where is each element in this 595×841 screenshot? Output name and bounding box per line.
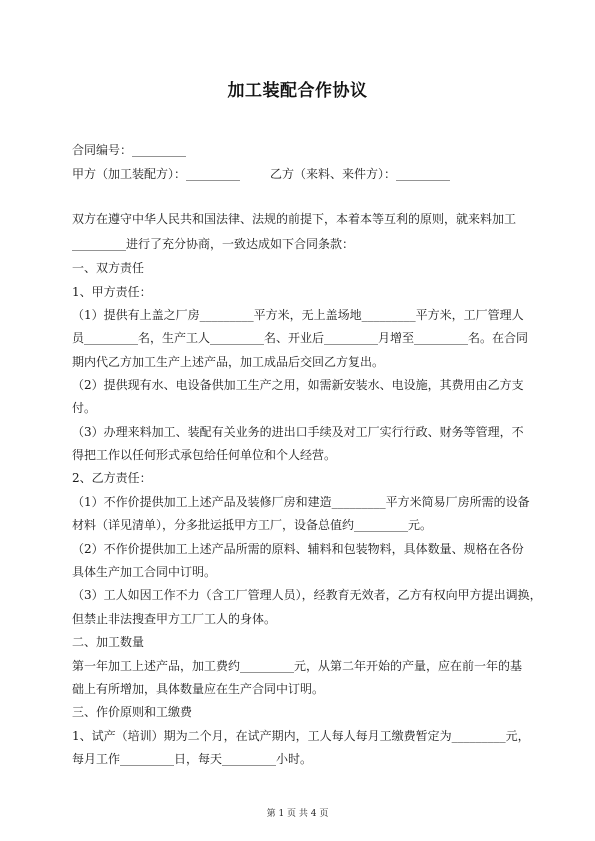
section-heading: 二、加工数量 [72, 635, 145, 649]
section-heading: 三、作价原则和工缴费 [72, 705, 193, 719]
body-paragraph-line: 得把工作以任何形式承包给任何单位和个人经营。 [72, 448, 337, 462]
body-paragraph-line: （3）工人如因工作不力（含工厂管理人员），经教育无效者，乙方有权向甲方提出调换， [72, 588, 542, 602]
page-number-footer: 第 1 页 共 4 页 [266, 809, 329, 819]
body-paragraph-line: 双方在遵守中华人民共和国法律、法规的前提下，本着本等互利的原则，就来料加工 [72, 212, 517, 226]
party-b-line: 乙方（来料、来件方）：_________ [270, 167, 451, 181]
body-paragraph-line: （3）办理来料加工、装配有关业务的进出口手续及对工厂实行行政、财务等管理，不 [72, 425, 524, 439]
body-paragraph-line: 付。 [72, 401, 97, 415]
contract-number-line: 合同编号：_________ [72, 143, 187, 157]
body-paragraph-line: 材料（详见清单），分多批运抵甲方工厂，设备总值约_________元。 [72, 518, 433, 532]
subsection-heading: 1、甲方责任： [72, 285, 152, 299]
body-paragraph-line: 员_________名，生产工人_________名、开业后_________月增至_________名。在合同 [72, 331, 529, 345]
body-paragraph-line: （2）提供现有水、电设备供加工生产之用，如需新安装水、电设施，其费用由乙方支 [72, 378, 524, 392]
body-paragraph-line: 每月工作_________日，每天_________小时。 [72, 752, 313, 766]
section-heading: 一、双方责任 [72, 261, 145, 275]
party-a-line: 甲方（加工装配方）：_________ [72, 167, 241, 181]
body-paragraph-line: 但禁止非法搜查甲方工厂工人的身体。 [72, 612, 277, 626]
body-paragraph-line: 期内代乙方加工生产上述产品，加工成品后交回乙方复出。 [72, 355, 385, 369]
body-paragraph-line: （1）提供有上盖之厂房_________平方米，无上盖场地_________平方米，工厂管理人 [72, 308, 524, 322]
body-paragraph-line: 具体生产加工合同中订明。 [72, 565, 217, 579]
body-paragraph-line: （1）不作价提供加工上述产品及装修厂房和建造_________平方米简易厂房所需的设备 [72, 495, 530, 509]
body-paragraph-line: （2）不作价提供加工上述产品所需的原料、辅料和包装物料，具体数量、规格在各份 [72, 542, 524, 556]
body-paragraph-line: 第一年加工上述产品，加工费约_________元，从第二年开始的产量，应在前一年的基 [72, 659, 523, 673]
body-paragraph-line: _________进行了充分协商，一致达成如下合同条款： [72, 237, 355, 251]
subsection-heading: 2、乙方责任： [72, 471, 152, 485]
body-paragraph-line: 础上有所增加，具体数量应在生产合同中订明。 [72, 682, 325, 696]
body-paragraph-line: 1、试产（培训）期为二个月，在试产期内，工人每人每月工缴费暂定为_________元， [72, 729, 530, 743]
document-title: 加工装配合作协议 [227, 81, 368, 101]
